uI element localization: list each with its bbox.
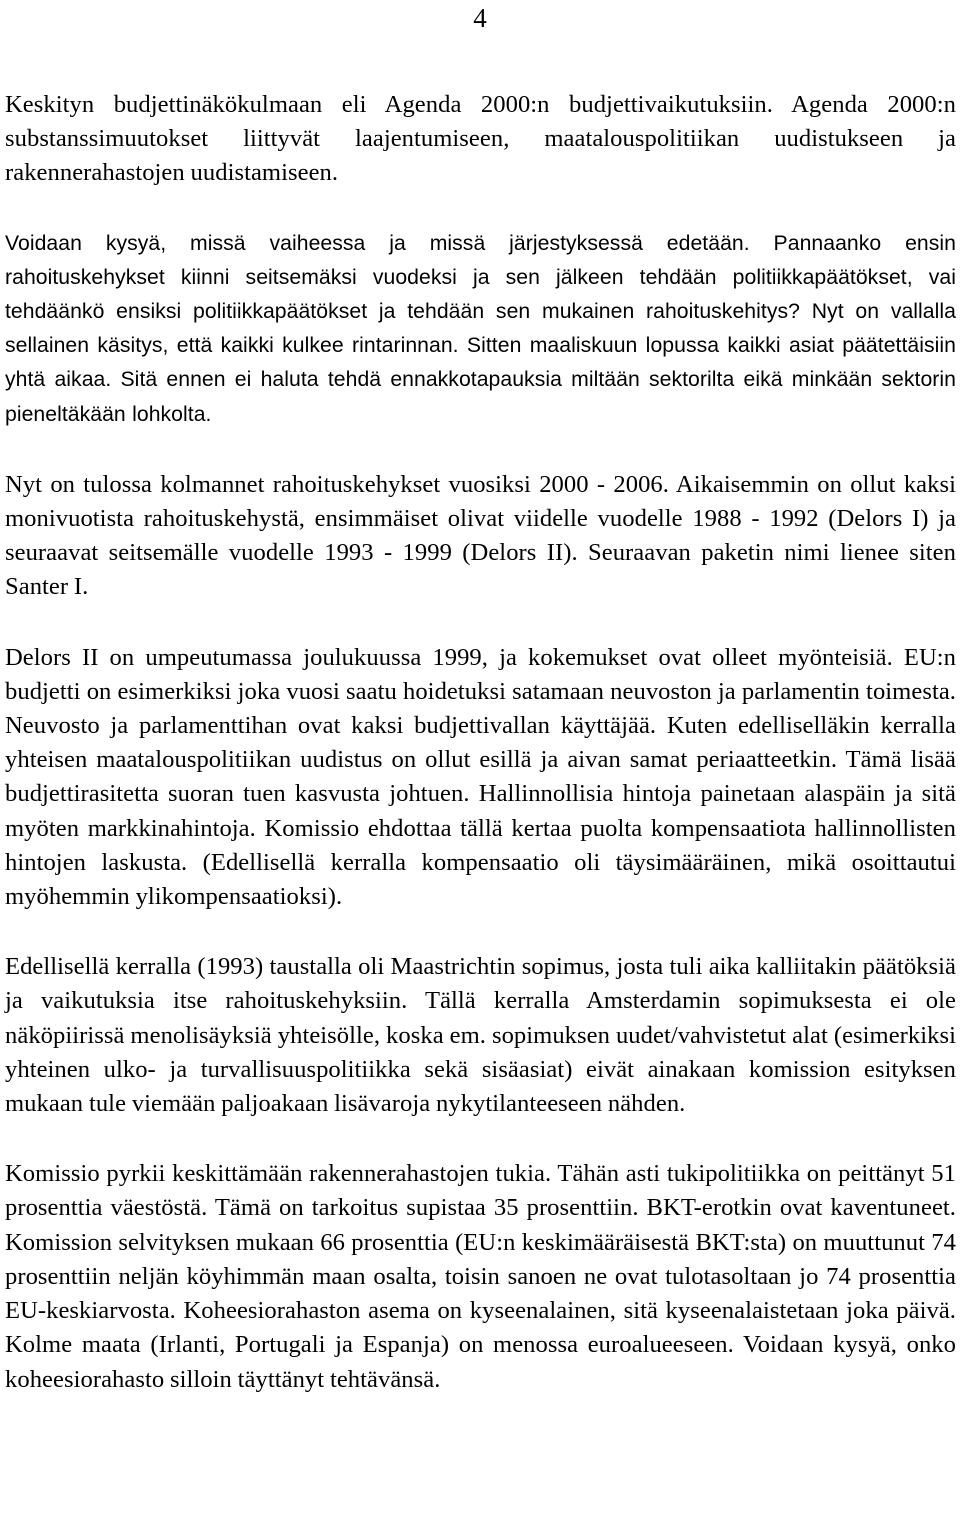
- paragraph-financial-frameworks: Nyt on tulossa kolmannet rahoituskehykset vuosiksi 2000 - 2006. Aikaisemmin on ollut kaksi monivuotista rahoituskehystä, ensimmäiset olivat viidelle vuodelle 1988 - 1992 (Delors I) ja seuraavat seitsemälle vuodelle 1993 - 1999 (Delors II). Seuraavan paketin nimi lienee siten Santer I.: [5, 470, 956, 601]
- paragraph-decision-order: Voidaan kysyä, missä vaiheessa ja missä järjestyksessä edetään. Pannaanko ensin rahoituskehykset kiinni seitsemäksi vuodeksi ja sen jälkeen tehdään politiikkapäätökset, vai tehdäänkö ensiksi politiikkapäätökset ja tehdään sen mukainen rahoituskehitys? Nyt on vallalla sellainen käsitys, että kaikki kulkee rintarinnan. Sitten maaliskuun lopussa kaikki asiat päätettäisiin yhtä aikaa. Sitä ennen ei haluta tehdä ennakkotapauksia miltään sektorilta eikä minkään sektorin pieneltäkään lohkolta.: [5, 231, 956, 426]
- paragraph-structural-funds: Komissio pyrkii keskittämään rakennerahastojen tukia. Tähän asti tukipolitiikka on peittänyt 51 prosenttia väestöstä. Tämä on tarkoitus supistaa 35 prosenttiin. BKT-erotkin ovat kaventuneet. Komission selvityksen mukaan 66 prosenttia (EU:n keskimääräisestä BKT:sta) on muuttunut 74 prosenttiin neljän köyhimmän maan osalta, toisin sanoen ne ovat tulotasoltaan jo 74 prosenttia EU-keskiarvosta. Koheesiorahaston asema on kyseenalainen, sitä kyseenalaistetaan joka päivä. Kolme maata (Irlanti, Portugali ja Espanja) on menossa euroalueeseen. Voidaan kysyä, onko koheesiorahasto silloin täyttänyt tehtävänsä.: [5, 1160, 956, 1393]
- paragraph-delors-ii: Delors II on umpeutumassa joulukuussa 1999, ja kokemukset ovat olleet myönteisiä. EU:n budjetti on esimerkiksi joka vuosi saatu hoidetuksi satamaan neuvoston ja parlamentin toimesta. Neuvosto ja parlamenttihan ovat kaksi budjettivallan käyttäjää. Kuten edelliselläkin kerralla yhteisen maatalouspolitiikan uudistus on ollut esillä ja aivan samat periaatteetkin. Tämä lisää budjettirasitetta suoran tuen kasvusta johtuen. Hallinnollisia hintoja painetaan alaspäin ja sitä myöten markkinahintoja. Komissio ehdottaa tällä kertaa puolta kompensaatiota hallinnollisten hintojen laskusta. (Edellisellä kerralla kompensaatio oli täysimääräinen, mikä osoittautui myöhemmin ylikompensaatioksi).: [5, 643, 956, 911]
- paragraph-budget-focus: Keskityn budjettinäkökulmaan eli Agenda 2000:n budjettivaikutuksiin. Agenda 2000:n substanssimuutokset liittyvät laajentumiseen, maatalouspolitiikan uudistukseen ja rakennerahastojen uudistamiseen.: [5, 91, 956, 187]
- paragraph-maastricht-amsterdam: Edellisellä kerralla (1993) taustalla oli Maastrichtin sopimus, josta tuli aika kalliitakin päätöksiä ja vaikutuksia itse rahoituskehyksiin. Tällä kerralla Amsterdamin sopimuksesta ei ole näköpiirissä menolisäyksiä yhteisölle, koska em. sopimuksen uudet/vahvistetut alat (esimerkiksi yhteinen ulko- ja turvallisuuspolitiikka sekä sisäasiat) eivät ainakaan komission esityksen mukaan tule viemään paljoakaan lisävaroja nykytilanteeseen nähden.: [5, 953, 956, 1118]
- page-number: 4: [473, 3, 487, 33]
- document-body: [5, 88, 956, 1397]
